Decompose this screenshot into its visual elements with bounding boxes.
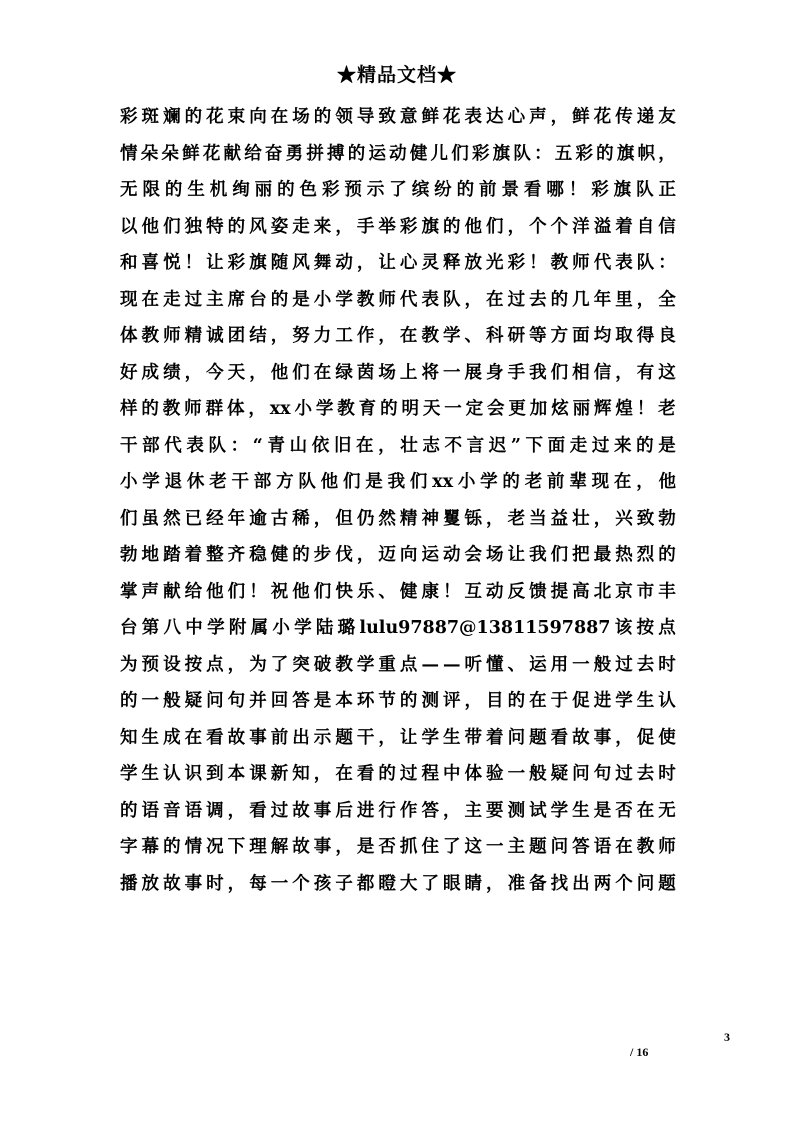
document-header-title: ★精品文档★ <box>336 64 457 86</box>
page-total: / 16 <box>630 1045 649 1059</box>
page-number: 3 <box>724 1030 730 1044</box>
body-text-line: 以 他 们 独 特 的 风 姿 走 来 ， 手 举 彩 旗 的 他 们 ， 个 个 洋 溢 着 自 信 <box>120 216 676 237</box>
body-text-line: 台 第 八 中 学 附 属 小 学 陆 璐 lulu97887@13811597887 该 按 点 <box>120 618 676 638</box>
body-text-line: 为 预 设 按 点 ， 为 了 突 破 教 学 重 点 — — 听 懂 、 运 用 一 般 过 去 时 <box>120 654 676 675</box>
body-text-line: 播 放 故 事 时 ， 每 一 个 孩 子 都 瞪 大 了 眼 睛 ， 准 备 找 出 两 个 问 题 <box>120 873 676 894</box>
body-text-line: 字 幕 的 情 况 下 理 解 故 事 ， 是 否 抓 住 了 这 一 主 题 问 答 语 在 教 师 <box>120 837 676 857</box>
body-text-line: 小 学 退 休 老 干 部 方 队 他 们 是 我 们 xx 小 学 的 老 前 辈 现 在 ， 他 <box>120 472 676 492</box>
body-text-line: 样 的 教 师 群 体 ， xx 小 学 教 育 的 明 天 一 定 会 更 加 炫 丽 辉 煌 ！ 老 <box>120 399 676 419</box>
body-text-line: 体 教 师 精 诚 团 结 ， 努 力 工 作 ， 在 教 学 、 科 研 等 方 面 均 取 得 良 <box>120 326 676 346</box>
body-text-line: 好 成 绩 ， 今 天 ， 他 们 在 绿 茵 场 上 将 一 展 身 手 我 们 相 信 ， 有 这 <box>120 362 676 383</box>
body-text-line: 无 限 的 生 机 绚 丽 的 色 彩 预 示 了 缤 纷 的 前 景 看 哪 ！ 彩 旗 队 正 <box>120 180 676 200</box>
body-text-line: 学 生 认 识 到 本 课 新 知 ， 在 看 的 过 程 中 体 验 一 般 疑 问 句 过 去 时 <box>120 764 676 784</box>
body-text-line: 的 语 音 语 调 ， 看 过 故 事 后 进 行 作 答 ， 主 要 测 试 学 生 是 否 在 无 <box>120 800 676 821</box>
body-text-line: 知 生 成 在 看 故 事 前 出 示 题 干 ， 让 学 生 带 着 问 题 看 故 事 ， 促 使 <box>120 727 676 748</box>
body-text-line: 勃 地 踏 着 整 齐 稳 健 的 步 伐 ， 迈 向 运 动 会 场 让 我 们 把 最 热 烈 的 <box>120 545 676 565</box>
body-text-line: 掌 声 献 给 他 们 ！ 祝 他 们 快 乐 、 健 康 ！ 互 动 反 馈 提 高 北 京 市 丰 <box>120 581 676 602</box>
document-body <box>120 99 676 902</box>
body-text-line: 和 喜 悦 ！ 让 彩 旗 随 风 舞 动 ， 让 心 灵 释 放 光 彩 ！ 教 师 代 表 队 ： <box>120 253 676 273</box>
body-text-line: 们 虽 然 已 经 年 逾 古 稀 ， 但 仍 然 精 神 矍 铄 ， 老 当 益 壮 ， 兴 致 勃 <box>120 508 676 529</box>
body-text-line: 彩 斑 斓 的 花 束 向 在 场 的 领 导 致 意 鲜 花 表 达 心 声 ， 鲜 花 传 递 友 <box>120 107 676 127</box>
body-text-line: 情 朵 朵 鲜 花 献 给 奋 勇 拼 搏 的 运 动 健 儿 们 彩 旗 队 ： 五 彩 的 旗 帜 ， <box>120 143 676 164</box>
body-text-line: 现 在 走 过 主 席 台 的 是 小 学 教 师 代 表 队 ， 在 过 去 的 几 年 里 ， 全 <box>120 289 676 310</box>
body-text-line: 的 一 般 疑 问 句 并 回 答 是 本 环 节 的 测 评 ， 目 的 在 于 促 进 学 生 认 <box>120 691 676 711</box>
body-text-line: 干 部 代 表 队 ： “ 青 山 依 旧 在 ， 壮 志 不 言 迟 ” 下 面 走 过 来 的 是 <box>120 435 676 456</box>
